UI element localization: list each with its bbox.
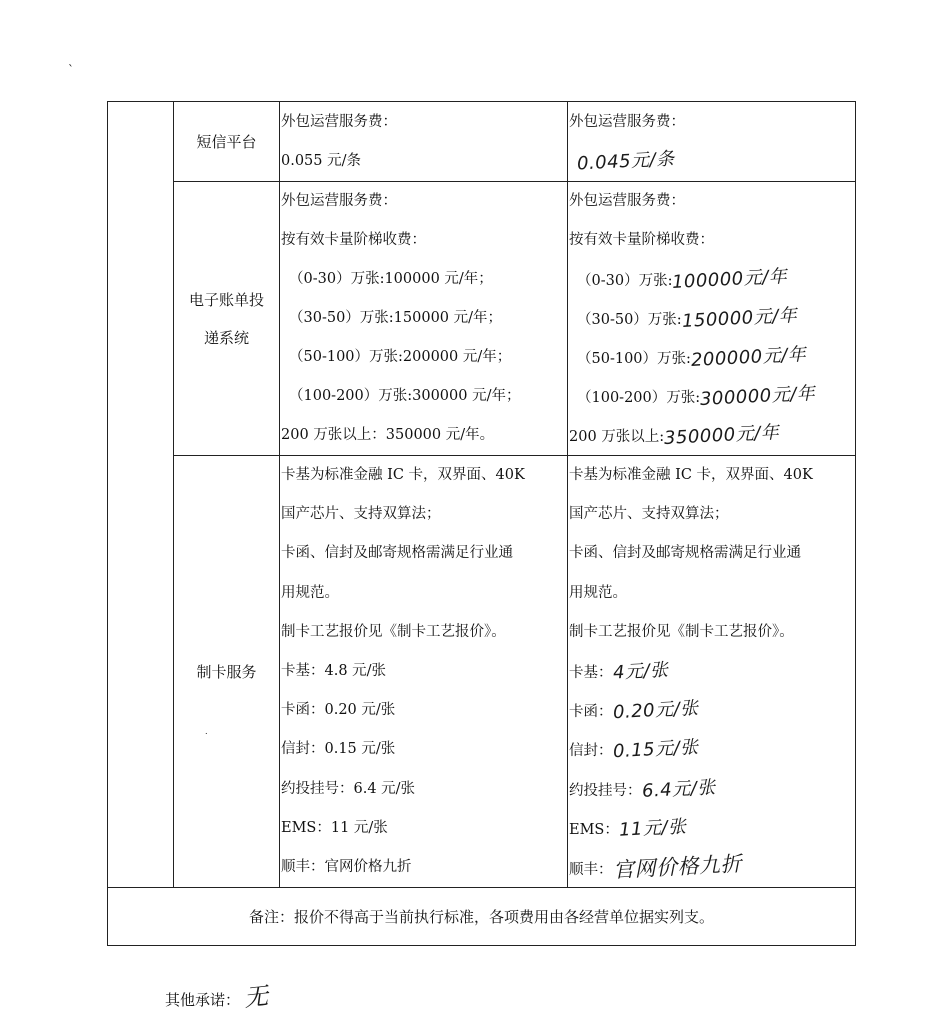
card-left-item: EMS：11 元/张	[281, 819, 388, 836]
ebill-tier-label: （30-50）万张:	[577, 312, 682, 328]
category-sms: 短信平台	[174, 102, 280, 182]
ebill-left-line: 按有效卡量阶梯收费：	[281, 232, 426, 248]
handwritten-other-value: 无	[242, 981, 270, 1013]
ebill-tier-label: 200 万张以上:	[569, 429, 665, 445]
table-row-card	[108, 456, 856, 888]
ebill-right-line	[568, 338, 855, 377]
card-left-line: 卡基为标准金融 IC 卡，双界面、40K	[281, 467, 525, 483]
card-left-item: 卡基：4.8 元/张	[281, 662, 387, 679]
card-left-line: 国产芯片、支持双算法；	[281, 506, 441, 523]
note-cell: 备注：报价不得高于当前执行标准，各项费用由各经营单位据实列支。	[108, 888, 856, 946]
card-item-label: EMS：	[569, 821, 619, 838]
handwritten-price: 0.045元/条	[576, 147, 676, 175]
handwritten-price: 350000元/年	[663, 421, 780, 450]
category-ebill-line-1: 电子账单投	[188, 290, 264, 309]
card-item-label: 卡函：	[569, 704, 613, 721]
ebill-right-line	[568, 416, 855, 455]
card-item-label: 信封：	[569, 743, 613, 760]
handwritten-price: 6.4元/张	[640, 776, 716, 802]
sms-right-line-1: 外包运营服务费：	[569, 113, 685, 130]
handwritten-price: 官网价格九折	[611, 851, 743, 883]
card-right-item	[568, 652, 855, 691]
category-ebill	[174, 182, 280, 456]
card-standard-cell	[280, 456, 568, 888]
handwritten-price: 0.15元/张	[612, 737, 699, 763]
sms-left-line-1: 外包运营服务费：	[281, 113, 397, 130]
quotation-table	[107, 101, 856, 946]
ebill-left-line: （0-30）万张:100000 元/年；	[289, 271, 493, 287]
card-right-line: 卡函、信封及邮寄规格需满足行业通	[569, 545, 801, 562]
category-ebill-line-2: 递系统	[203, 328, 249, 347]
sms-standard-cell	[280, 102, 568, 182]
card-right-line: 制卡工艺报价见《制卡工艺报价》。	[569, 623, 794, 640]
other-commitments	[165, 982, 269, 1015]
ebill-tier-label: （50-100）万张:	[577, 351, 691, 367]
ebill-left-line: 200 万张以上：350000 元/年。	[281, 427, 495, 443]
card-left-line: 制卡工艺报价见《制卡工艺报价》。	[281, 623, 506, 640]
card-quote-cell	[568, 456, 856, 888]
handwritten-price: 300000元/年	[699, 382, 816, 411]
handwritten-price: 200000元/年	[690, 343, 807, 372]
card-left-line: 用规范。	[281, 584, 339, 601]
ebill-tier-label: （0-30）万张:	[577, 273, 673, 289]
table-row-note	[108, 888, 856, 946]
table-row-ebill	[108, 182, 856, 456]
card-right-item	[568, 730, 855, 769]
card-right-item	[568, 848, 855, 887]
ebill-right-line: 外包运营服务费：	[569, 193, 685, 209]
ebill-right-line	[568, 260, 855, 299]
handwritten-price: 150000元/年	[681, 304, 798, 333]
card-right-item	[568, 691, 855, 730]
card-item-label: 约投挂号：	[569, 782, 642, 799]
category-card: 制卡服务	[174, 456, 280, 888]
card-left-item: 信封：0.15 元/张	[281, 741, 396, 758]
card-right-line: 用规范。	[569, 584, 627, 601]
stray-dot: .	[205, 727, 208, 736]
ebill-quote-cell	[568, 182, 856, 456]
card-left-item: 约投挂号：6.4 元/张	[281, 780, 416, 797]
handwritten-price: 100000元/年	[671, 265, 789, 294]
card-right-item	[568, 770, 855, 809]
sms-right-handwritten	[568, 142, 855, 181]
card-right-line: 国产芯片、支持双算法；	[569, 506, 729, 523]
ebill-left-line: （100-200）万张:300000 元/年；	[289, 388, 521, 404]
card-right-line: 卡基为标准金融 IC 卡，双界面、40K	[569, 467, 813, 483]
stray-mark: `	[68, 63, 74, 77]
blank-left-column	[108, 102, 174, 888]
card-left-item: 顺丰：官网价格九折	[281, 858, 412, 875]
handwritten-price: 0.20元/张	[612, 697, 699, 724]
card-item-label: 卡基：	[569, 664, 613, 681]
ebill-right-line: 按有效卡量阶梯收费：	[569, 232, 714, 248]
handwritten-price: 11元/张	[618, 815, 687, 841]
sms-quote-cell	[568, 102, 856, 182]
other-commitments-label: 其他承诺：	[165, 991, 241, 1009]
ebill-tier-label: （100-200）万张:	[577, 390, 701, 406]
card-item-label: 顺丰：	[569, 861, 613, 878]
ebill-left-line: （30-50）万张:150000 元/年；	[289, 310, 503, 326]
card-right-item	[568, 809, 855, 848]
ebill-right-line	[568, 377, 855, 416]
ebill-left-line: （50-100）万张:200000 元/年；	[289, 349, 512, 365]
ebill-standard-cell	[280, 182, 568, 456]
handwritten-price: 4元/张	[611, 659, 669, 684]
card-left-line: 卡函、信封及邮寄规格需满足行业通	[281, 545, 513, 562]
ebill-left-line: 外包运营服务费：	[281, 193, 397, 209]
card-left-item: 卡函：0.20 元/张	[281, 702, 396, 719]
sms-left-line-2: 0.055 元/条	[281, 152, 362, 169]
table-row-sms	[108, 102, 856, 182]
ebill-right-line	[568, 299, 855, 338]
